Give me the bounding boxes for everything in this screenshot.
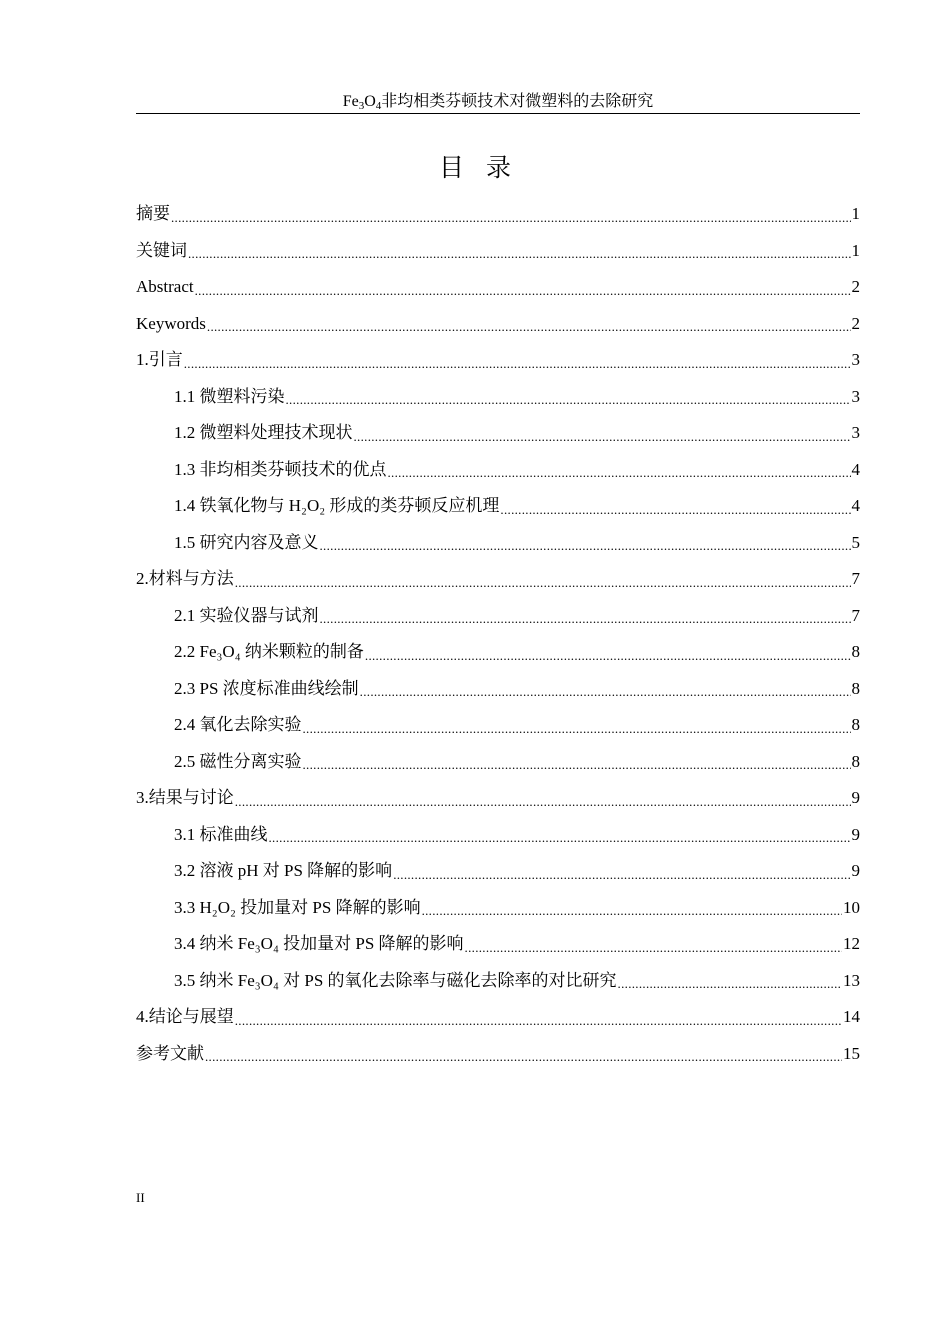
toc-entry[interactable] bbox=[136, 999, 860, 1036]
toc-entry-label: 参考文献 bbox=[136, 1043, 204, 1063]
toc-entry-label: 3.3 H₂O₂ 投加量对 PS 降解的影响 bbox=[174, 897, 421, 917]
toc-entry[interactable] bbox=[136, 598, 860, 635]
toc-entry-label: 摘要 bbox=[136, 204, 170, 224]
toc-leader-dots bbox=[195, 280, 851, 301]
toc-entry[interactable] bbox=[136, 963, 860, 1000]
toc-entry-label: 1.2 微塑料处理技术现状 bbox=[174, 423, 353, 443]
toc-entry[interactable] bbox=[136, 342, 860, 379]
toc-entry-label: 关键词 bbox=[136, 240, 187, 260]
toc-entry[interactable] bbox=[136, 744, 860, 781]
toc-leader-dots bbox=[500, 499, 850, 520]
toc-leader-dots bbox=[188, 243, 851, 264]
toc-entry-label: 3.4 纳米 Fe₃O₄ 投加量对 PS 降解的影响 bbox=[174, 934, 464, 954]
toc-entry-page: 7 bbox=[851, 605, 860, 625]
toc-entry[interactable] bbox=[136, 817, 860, 854]
toc-leader-dots bbox=[360, 681, 851, 702]
toc-entry-label: 2.4 氧化去除实验 bbox=[174, 715, 302, 735]
toc-entry-page: 8 bbox=[851, 642, 860, 662]
toc-entry[interactable] bbox=[136, 415, 860, 452]
toc-entry-label: 2.2 Fe₃O₄ 纳米颗粒的制备 bbox=[174, 642, 364, 662]
toc-entry-page: 1 bbox=[851, 240, 860, 260]
toc-entry-label: Abstract bbox=[136, 277, 194, 297]
toc-leader-dots bbox=[171, 207, 851, 228]
toc-entry[interactable] bbox=[136, 780, 860, 817]
toc-leader-dots bbox=[365, 645, 851, 666]
toc-leader-dots bbox=[303, 754, 851, 775]
toc-entry[interactable] bbox=[136, 853, 860, 890]
toc-entry-page: 8 bbox=[851, 715, 860, 735]
toc-entry-page: 9 bbox=[851, 861, 860, 881]
toc-entry-label: Keywords bbox=[136, 313, 206, 333]
toc-entry[interactable] bbox=[136, 452, 860, 489]
toc-entry-label: 2.3 PS 浓度标准曲线绘制 bbox=[174, 678, 359, 698]
toc-entry-page: 3 bbox=[851, 423, 860, 443]
toc-entry-page: 15 bbox=[843, 1043, 860, 1063]
toc-entry[interactable] bbox=[136, 233, 860, 270]
toc-entry[interactable] bbox=[136, 269, 860, 306]
page-title: 目录 bbox=[438, 155, 533, 182]
toc-entry-page: 5 bbox=[851, 532, 860, 552]
page-number: II bbox=[136, 1190, 145, 1205]
toc-leader-dots bbox=[320, 535, 851, 556]
toc-entry-page: 2 bbox=[851, 313, 860, 333]
toc-entry[interactable] bbox=[136, 634, 860, 671]
toc-leader-dots bbox=[184, 353, 851, 374]
toc-leader-dots bbox=[235, 791, 851, 812]
header-title-post: 非均相类芬顿技术对微塑料的去除研究 bbox=[381, 93, 654, 110]
toc-entry-page: 3 bbox=[851, 350, 860, 370]
toc-entry[interactable] bbox=[136, 926, 860, 963]
toc-entry[interactable] bbox=[136, 488, 860, 525]
toc-entry[interactable] bbox=[136, 561, 860, 598]
toc-entry-label: 1.1 微塑料污染 bbox=[174, 386, 285, 406]
toc-entry-label: 4.结论与展望 bbox=[136, 1007, 234, 1027]
header-title-sub1: 3 bbox=[358, 100, 365, 112]
table-of-contents bbox=[136, 196, 860, 1072]
toc-entry-page: 13 bbox=[843, 970, 860, 990]
toc-leader-dots bbox=[303, 718, 851, 739]
toc-entry-label: 1.3 非均相类芬顿技术的优点 bbox=[174, 459, 387, 479]
toc-entry-page: 12 bbox=[843, 934, 860, 954]
toc-entry[interactable] bbox=[136, 671, 860, 708]
running-header bbox=[136, 91, 860, 114]
toc-entry-page: 4 bbox=[851, 459, 860, 479]
toc-entry-label: 3.5 纳米 Fe₃O₄ 对 PS 的氧化去除率与磁化去除率的对比研究 bbox=[174, 970, 617, 990]
toc-entry-label: 3.1 标准曲线 bbox=[174, 824, 268, 844]
toc-entry-label: 2.材料与方法 bbox=[136, 569, 234, 589]
toc-leader-dots bbox=[207, 316, 851, 337]
toc-entry[interactable] bbox=[136, 1036, 860, 1073]
toc-entry[interactable] bbox=[136, 196, 860, 233]
toc-entry-page: 14 bbox=[843, 1007, 860, 1027]
toc-entry-label: 2.5 磁性分离实验 bbox=[174, 751, 302, 771]
toc-entry-page: 10 bbox=[843, 897, 860, 917]
toc-leader-dots bbox=[286, 389, 851, 410]
toc-entry-page: 7 bbox=[851, 569, 860, 589]
toc-leader-dots bbox=[354, 426, 851, 447]
toc-leader-dots bbox=[388, 462, 851, 483]
toc-leader-dots bbox=[235, 1010, 842, 1031]
toc-entry-label: 2.1 实验仪器与试剂 bbox=[174, 605, 319, 625]
toc-leader-dots bbox=[320, 608, 851, 629]
toc-entry-label: 1.5 研究内容及意义 bbox=[174, 532, 319, 552]
toc-entry-label: 3.结果与讨论 bbox=[136, 788, 234, 808]
toc-leader-dots bbox=[235, 572, 851, 593]
toc-leader-dots bbox=[269, 827, 851, 848]
toc-entry[interactable] bbox=[136, 890, 860, 927]
toc-leader-dots bbox=[465, 937, 842, 958]
toc-entry[interactable] bbox=[136, 379, 860, 416]
toc-entry-label: 1.4 铁氧化物与 H₂O₂ 形成的类芬顿反应机理 bbox=[174, 496, 500, 516]
header-title-mid: O bbox=[364, 93, 376, 110]
toc-entry-label: 1.引言 bbox=[136, 350, 183, 370]
toc-entry-page: 1 bbox=[851, 204, 860, 224]
toc-entry[interactable] bbox=[136, 707, 860, 744]
toc-leader-dots bbox=[393, 864, 850, 885]
toc-leader-dots bbox=[205, 1046, 842, 1067]
toc-leader-dots bbox=[422, 900, 842, 921]
toc-entry-page: 3 bbox=[851, 386, 860, 406]
toc-entry-page: 2 bbox=[851, 277, 860, 297]
toc-entry[interactable] bbox=[136, 525, 860, 562]
toc-leader-dots bbox=[618, 973, 842, 994]
toc-entry[interactable] bbox=[136, 306, 860, 343]
header-title-sub2: 4 bbox=[375, 100, 382, 112]
toc-entry-page: 9 bbox=[851, 824, 860, 844]
toc-entry-label: 3.2 溶液 pH 对 PS 降解的影响 bbox=[174, 861, 393, 881]
toc-entry-page: 4 bbox=[851, 496, 860, 516]
toc-entry-page: 8 bbox=[851, 678, 860, 698]
toc-entry-page: 9 bbox=[851, 788, 860, 808]
header-title-pre: Fe bbox=[342, 93, 359, 110]
toc-entry-page: 8 bbox=[851, 751, 860, 771]
